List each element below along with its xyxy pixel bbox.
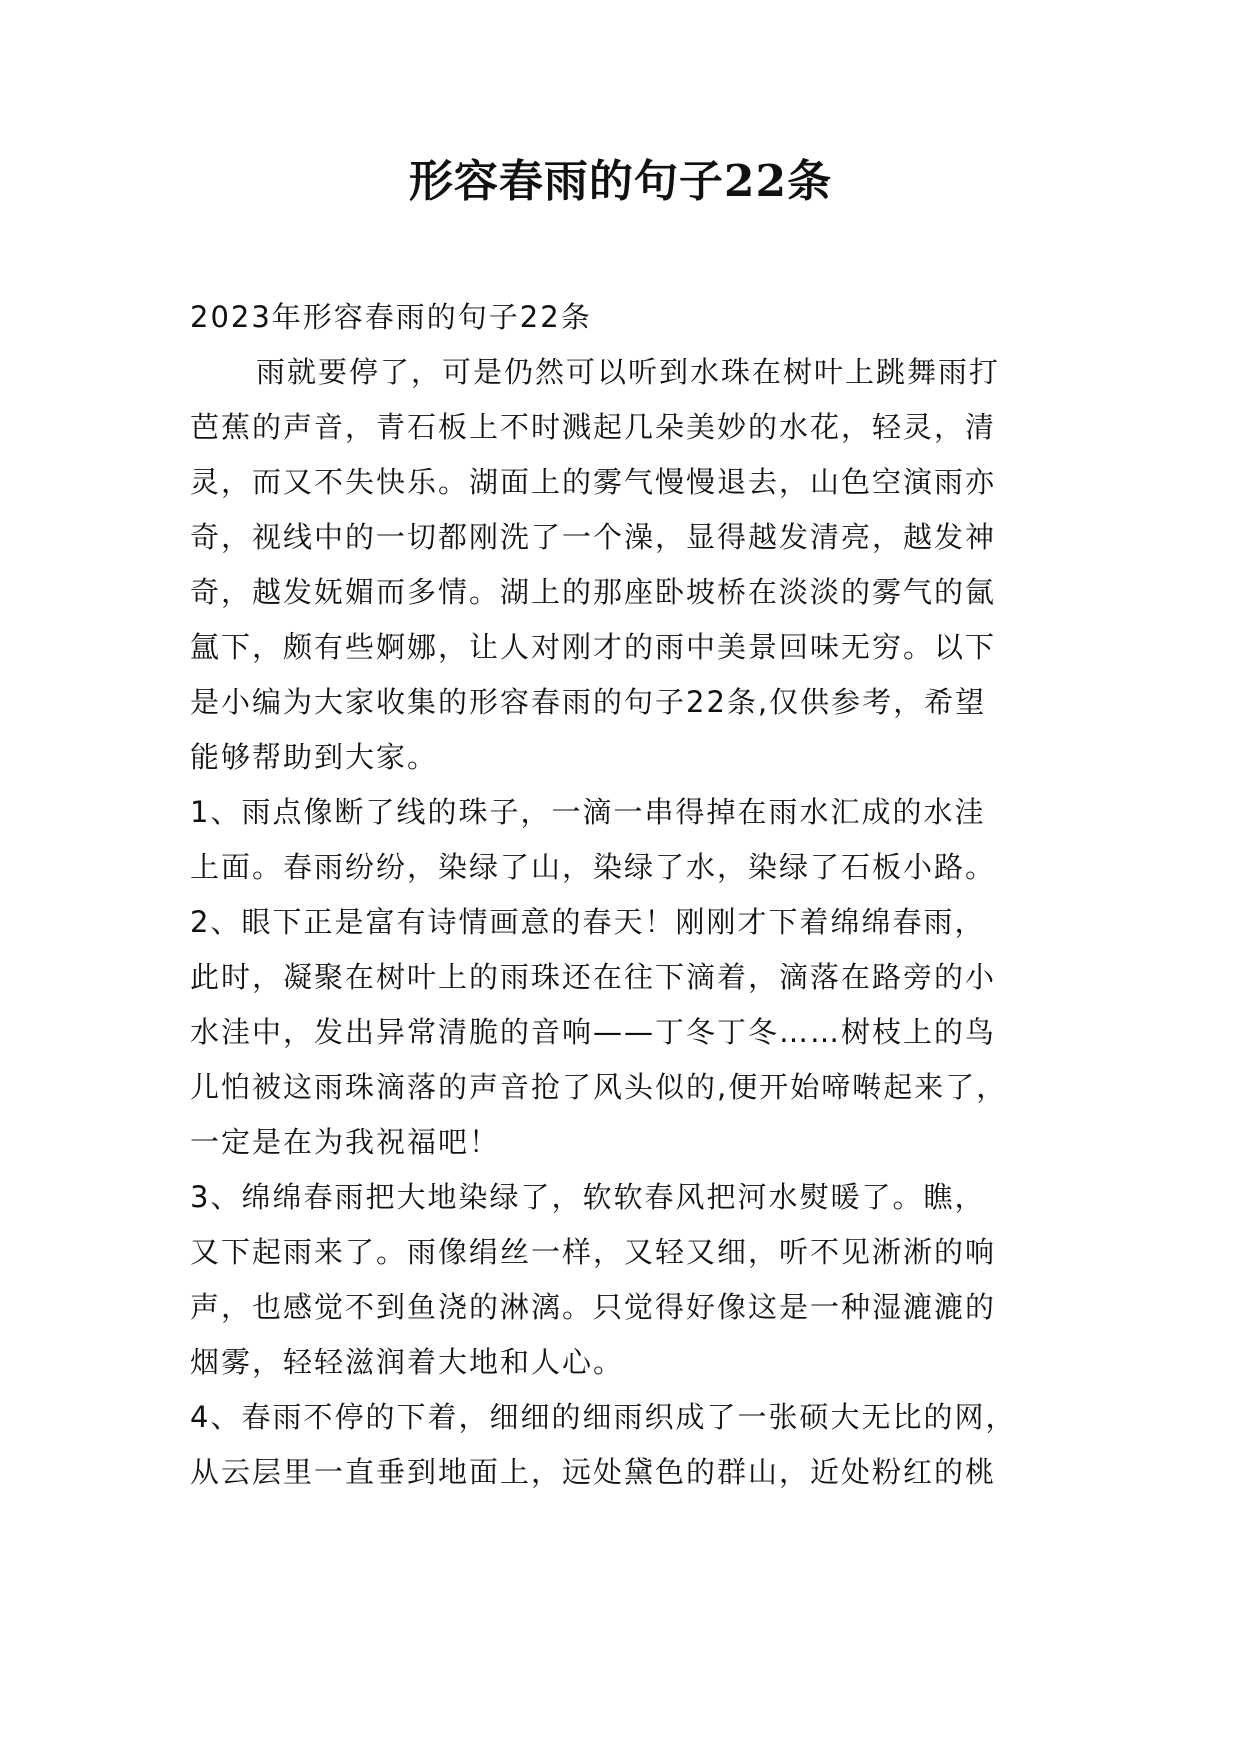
paragraph-line: 此时，凝聚在树叶上的雨珠还在往下滴着，滴落在路旁的小 [190,960,997,994]
document-title: 形容春雨的句子22条 [408,156,833,207]
paragraph-line: 奇，越发妩媚而多情。湖上的那座卧坡桥在淡淡的雾气的氤 [190,575,997,609]
paragraph-line: 声，也感觉不到鱼浇的淋漓。只觉得好像这是一种湿漉漉的 [190,1290,997,1324]
paragraph-line: 儿怕被这雨珠滴落的声音抢了风头似的,便开始啼啭起来了， [190,1070,1008,1104]
paragraph-line: 芭蕉的声音，青石板上不时溅起几朵美妙的水花，轻灵，清 [190,410,997,444]
document-subtitle: 2023年形容春雨的句子22条 [190,300,592,334]
paragraph-line: 上面。春雨纷纷，染绿了山，染绿了水，染绿了石板小路。 [190,850,997,884]
paragraph-line: 3、绵绵春雨把大地染绿了，软软春风把河水熨暖了。瞧， [190,1180,986,1214]
paragraph-line: 1、雨点像断了线的珠子，一滴一串得掉在雨水汇成的水洼 [190,795,986,829]
paragraph-line: 氲下，颇有些婀娜，让人对刚才的雨中美景回味无穷。以下 [190,630,997,664]
paragraph-line: 4、春雨不停的下着，细细的细雨织成了一张硕大无比的网， [190,1400,1017,1434]
document-body [190,290,1070,1500]
paragraph-line: 灵，而又不失快乐。湖面上的雾气慢慢退去，山色空演雨亦 [190,465,997,499]
paragraph-line: 是小编为大家收集的形容春雨的句子22条,仅供参考，希望 [190,685,987,719]
paragraph-line: 2、眼下正是富有诗情画意的春天！刚刚才下着绵绵春雨， [190,905,986,939]
paragraph-line: 一定是在为我祝福吧！ [190,1125,501,1159]
paragraph-line: 从云层里一直垂到地面上，远处黛色的群山，近处粉红的桃 [190,1455,997,1489]
paragraph-line: 能够帮助到大家。 [190,740,439,774]
paragraph-line: 烟雾，轻轻滋润着大地和人心。 [190,1345,625,1379]
paragraph-line: 雨就要停了，可是仍然可以听到水珠在树叶上跳舞雨打 [256,355,1001,389]
paragraph-line: 又下起雨来了。雨像绢丝一样，又轻又细，听不见淅淅的响 [190,1235,997,1269]
paragraph-line: 奇，视线中的一切都刚洗了一个澡，显得越发清亮，越发神 [190,520,997,554]
paragraph-line: 水洼中，发出异常清脆的音响——丁冬丁冬……树枝上的鸟 [190,1015,997,1049]
